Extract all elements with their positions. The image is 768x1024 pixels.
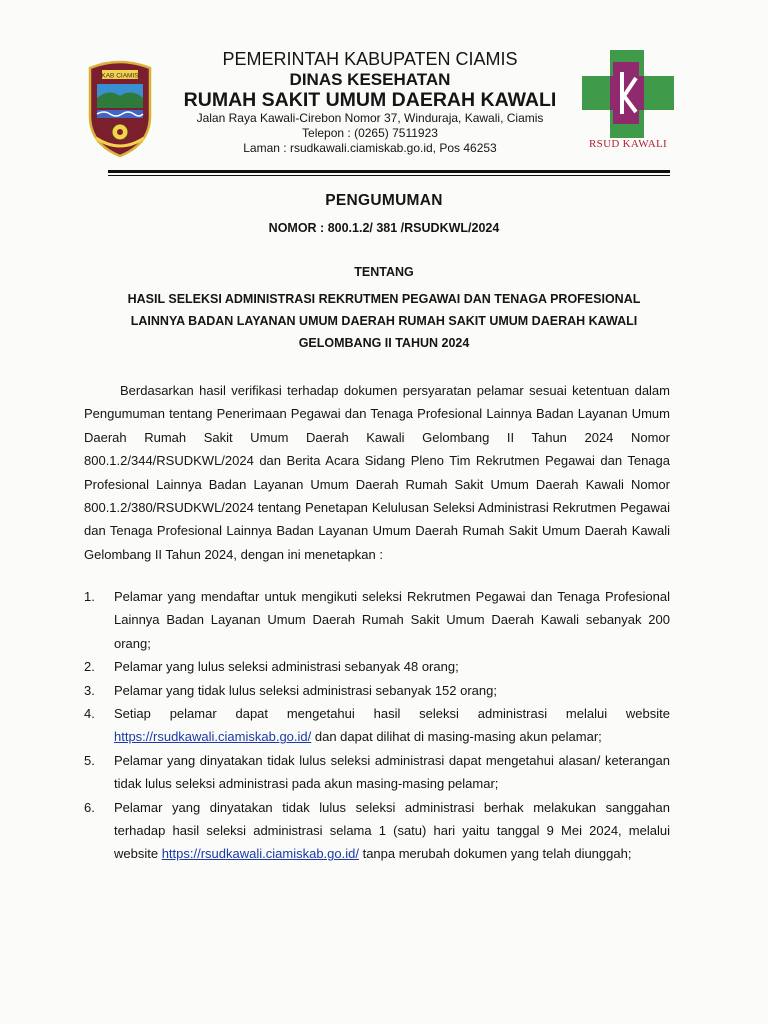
list-item: [84, 749, 670, 796]
list-item: [84, 702, 670, 749]
decision-list: [84, 585, 670, 866]
paragraph-text: Berdasarkan hasil verifikasi terhadap dokumen persyaratan pelamar sesuai ketentuan dalam Pengumuman tentang Penerimaan Pegawai dan Tenaga Profesional Lainnya Badan Layanan Umum Daerah Rumah Sakit Umum Daerah Kawali Gelombang II Tahun 2024 Nomor 800.1.2/344/RSUDKWL/2024 dan Berita Acara Sidang Pleno Tim Rekrutmen Pegawai dan Tenaga Profesional Lainnya Badan Layanan Umum Daerah Rumah Sakit Umum Daerah Kawali Nomor 800.1.2/380/RSUDKWL/2024 tentang Penetapan Kelulusan Seleksi Administrasi Rekrutmen Pegawai dan Tenaga Profesional Lainnya Badan Layanan Umum Daerah Rumah Sakit Umum Daerah Kawali Gelombang II Tahun 2024, dengan ini menetapkan :: [84, 383, 670, 562]
list-item-number: 1.: [84, 589, 95, 604]
subject-line: HASIL SELEKSI ADMINISTRASI REKRUTMEN PEGAWAI DAN TENAGA PROFESIONAL: [127, 292, 641, 306]
list-item-text: dan dapat dilihat di masing-masing akun pelamar;: [311, 729, 602, 745]
list-item-number: 4.: [84, 706, 95, 722]
list-item: [84, 655, 670, 678]
body-paragraph: [84, 379, 670, 566]
department-name: DINAS KESEHATAN: [289, 70, 451, 89]
letterhead-text: [160, 48, 580, 156]
list-item-text: Pelamar yang lulus seleksi administrasi sebanyak 48 orang;: [114, 659, 459, 675]
hospital-name: RUMAH SAKIT UMUM DAERAH KAWALI: [183, 89, 557, 111]
list-item-text: Pelamar yang dinyatakan tidak lulus seleksi administrasi berhak melakukan sanggahan terhadap hasil seleksi administrasi selama 1 (satu) hari yaitu tanggal 9 Mei 2024, melalui website: [114, 799, 670, 862]
website-line: Laman : rsudkawali.ciamiskab.go.id, Pos 46253: [243, 141, 497, 155]
kabupaten-ciamis-emblem: [82, 58, 158, 158]
announcement-about: TENTANG: [354, 265, 414, 279]
rsud-logo-caption: RSUD KAWALI: [589, 138, 667, 150]
phone-line: Telepon : (0265) 7511923: [302, 126, 438, 140]
subject-line: LAINNYA BADAN LAYANAN UMUM DAERAH RUMAH SAKIT UMUM DAERAH KAWALI: [130, 314, 638, 328]
government-name: PEMERINTAH KABUPATEN CIAMIS: [222, 49, 518, 69]
subject-line: GELOMBANG II TAHUN 2024: [298, 336, 470, 350]
list-item-text: Pelamar yang dinyatakan tidak lulus seleksi administrasi dapat mengetahui alasan/ keterangan tidak lulus seleksi administrasi pada akun masing-masing pelamar;: [114, 752, 670, 792]
letterhead-rule-thin: [108, 175, 670, 176]
list-item: [84, 796, 670, 866]
list-item-text: tanpa merubah dokumen yang telah diunggah;: [358, 846, 632, 862]
rsud-kawali-logo: [578, 50, 678, 162]
list-item-number: 2.: [84, 659, 95, 675]
announcement-subject: [0, 288, 768, 354]
list-item-number: 5.: [84, 752, 95, 768]
announcement-title: PENGUMUMAN: [325, 192, 443, 209]
list-item-text: Pelamar yang tidak lulus seleksi administrasi sebanyak 152 orang;: [114, 682, 497, 698]
list-item-number: 6.: [84, 799, 95, 815]
letterhead-rule-thick: [108, 170, 670, 173]
list-item: [84, 679, 670, 702]
website-link[interactable]: https://rsudkawali.ciamiskab.go.id/: [114, 729, 312, 745]
address-line: Jalan Raya Kawali-Cirebon Nomor 37, Winduraja, Kawali, Ciamis: [196, 111, 544, 125]
list-item-text: Setiap pelamar dapat mengetahui hasil seleksi administrasi melalui website: [114, 706, 670, 722]
list-item-number: 3.: [84, 682, 95, 698]
website-link[interactable]: https://rsudkawali.ciamiskab.go.id/: [161, 846, 359, 862]
announcement-number: NOMOR : 800.1.2/ 381 /RSUDKWL/2024: [268, 221, 500, 235]
emblem-caption: KAB CIAMIS: [101, 72, 139, 80]
list-item-text: Pelamar yang mendaftar untuk mengikuti seleksi Rekrutmen Pegawai dan Tenaga Profesional Lainnya Badan Layanan Umum Daerah Rumah Sakit Umum Daerah Kawali sebanyak 200 orang;: [114, 589, 670, 651]
list-item: [84, 585, 670, 655]
